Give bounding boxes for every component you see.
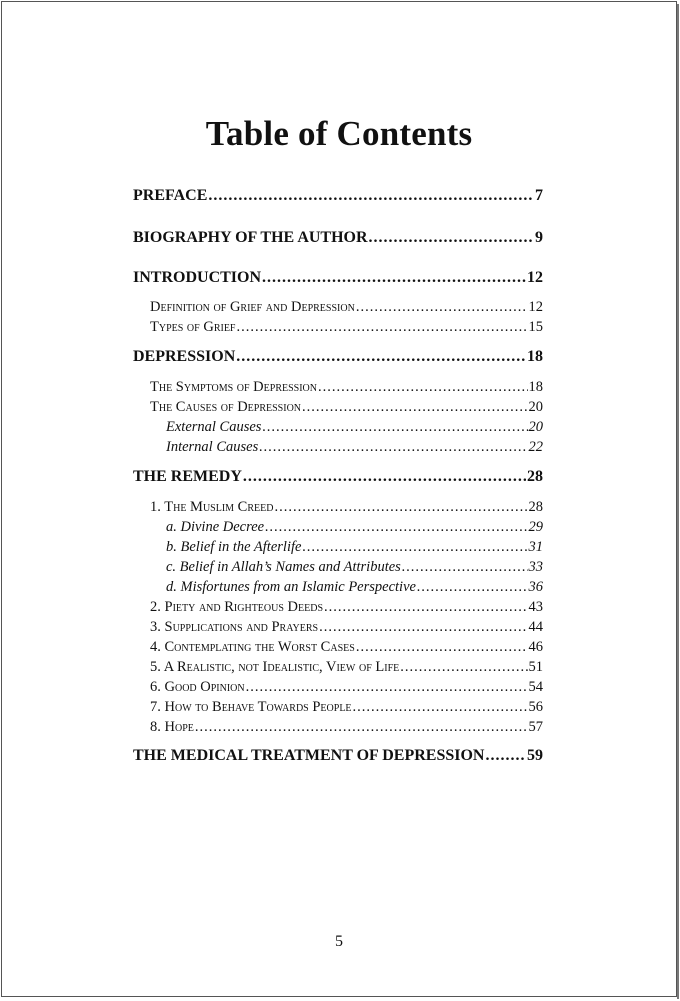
toc-entry-label: Internal Causes — [166, 439, 259, 455]
toc-entry-page: 20 — [528, 399, 543, 415]
toc-entry-afterlife — [166, 539, 543, 556]
toc-entry-label: 5. A Realistic, not Idealistic, View of Life — [150, 659, 400, 675]
toc-entry-names-attributes — [166, 559, 543, 576]
toc-entry-label: 4. Contemplating the Worst Cases — [150, 639, 355, 655]
page-number: 5 — [335, 933, 343, 950]
dot-leader — [302, 539, 527, 556]
toc-entry-label: THE REMEDY — [133, 468, 242, 485]
toc-entry-page: 54 — [528, 679, 543, 695]
dot-leader — [208, 187, 534, 205]
toc-entry-external-causes — [166, 419, 543, 436]
toc-entry-page: 44 — [528, 619, 543, 635]
toc-entry-remedy — [133, 468, 543, 486]
page-title: Table of Contents — [205, 114, 473, 153]
dot-leader — [236, 348, 526, 366]
toc-entry-label: 3. Supplications and Prayers — [150, 619, 319, 635]
toc-entry-label: a. Divine Decree — [166, 519, 265, 535]
toc-entry-page: 31 — [528, 539, 543, 555]
dot-leader — [259, 439, 527, 456]
toc-entry-label: BIOGRAPHY OF THE AUTHOR — [133, 229, 368, 246]
toc-entry-introduction — [133, 269, 543, 287]
toc-entry-worst-cases — [150, 639, 543, 656]
dot-leader — [485, 747, 526, 765]
toc-entry-definition — [150, 299, 543, 316]
toc-entry-internal-causes — [166, 439, 543, 456]
toc-entry-label: The Causes of Depression — [150, 399, 302, 415]
toc-entry-divine-decree — [166, 519, 543, 536]
dot-leader — [274, 499, 527, 516]
toc-entry-label: c. Belief in Allah’s Names and Attributes — [166, 559, 401, 575]
toc-entry-page: 56 — [528, 699, 543, 715]
toc-entry-good-opinion — [150, 679, 543, 696]
toc-entry-label: Types of Grief — [150, 319, 236, 335]
toc-entry-label: INTRODUCTION — [133, 269, 262, 286]
toc-entry-realistic-view — [150, 659, 543, 676]
toc-entry-muslim-creed — [150, 499, 543, 516]
dot-leader — [324, 599, 527, 616]
toc-entry-page: 29 — [528, 519, 543, 535]
dot-leader — [237, 319, 528, 336]
dot-leader — [195, 719, 528, 736]
dot-leader — [318, 379, 527, 396]
dot-leader — [246, 679, 528, 696]
dot-leader — [262, 269, 526, 287]
toc-entry-page: 28 — [528, 499, 543, 515]
dot-leader — [356, 639, 528, 656]
toc-entry-page: 51 — [528, 659, 543, 675]
toc-entry-page: 20 — [528, 419, 543, 435]
dot-leader — [356, 299, 528, 316]
toc-entry-medical-treatment — [133, 747, 543, 765]
toc-entry-page: 36 — [528, 579, 543, 595]
toc-entry-label: PREFACE — [133, 187, 208, 204]
book-page — [1, 1, 677, 997]
toc-entry-misfortunes — [166, 579, 543, 596]
toc-entry-label: 8. Hope — [150, 719, 194, 735]
toc-entry-supplications — [150, 619, 543, 636]
toc-entry-biography — [133, 229, 543, 247]
toc-entry-page: 46 — [528, 639, 543, 655]
toc-entry-page: 57 — [528, 719, 543, 735]
toc-entry-label: 7. How to Behave Towards People — [150, 699, 352, 715]
dot-leader — [417, 579, 528, 596]
toc-entry-page: 28 — [527, 468, 543, 485]
toc-entry-page: 18 — [527, 348, 543, 365]
toc-entry-depression — [133, 348, 543, 366]
toc-entry-label: THE MEDICAL TREATMENT OF DEPRESSION — [133, 747, 485, 764]
dot-leader — [353, 699, 528, 716]
toc-entry-preface — [133, 187, 543, 205]
dot-leader — [319, 619, 527, 636]
toc-entry-page: 9 — [535, 229, 543, 246]
toc-entry-page: 12 — [527, 269, 543, 286]
toc-entry-page: 7 — [535, 187, 543, 204]
toc-entry-label: External Causes — [166, 419, 262, 435]
dot-leader — [262, 419, 527, 436]
toc-entry-page: 22 — [528, 439, 543, 455]
toc-entry-label: 6. Good Opinion — [150, 679, 245, 695]
dot-leader — [369, 229, 534, 247]
dot-leader — [265, 519, 527, 536]
toc-entry-label: Definition of Grief and Depression — [150, 299, 355, 315]
toc-entry-causes — [150, 399, 543, 416]
toc-entry-hope — [150, 719, 543, 736]
toc-entry-page: 59 — [527, 747, 543, 764]
toc-entry-page: 15 — [528, 319, 543, 335]
dot-leader — [400, 659, 527, 676]
toc-entry-behave — [150, 699, 543, 716]
toc-entry-label: 2. Piety and Righteous Deeds — [150, 599, 324, 615]
toc-entry-label: The Symptoms of Depression — [150, 379, 318, 395]
toc-entry-page: 18 — [528, 379, 543, 395]
toc-entry-types-of-grief — [150, 319, 543, 336]
toc-entry-label: b. Belief in the Afterlife — [166, 539, 302, 555]
toc-entry-page: 12 — [528, 299, 543, 315]
toc-entry-symptoms — [150, 379, 543, 396]
toc-entry-label: 1. The Muslim Creed — [150, 499, 274, 515]
toc-entry-piety — [150, 599, 543, 616]
toc-entry-label: d. Misfortunes from an Islamic Perspective — [166, 579, 416, 595]
toc-entry-page: 33 — [528, 559, 543, 575]
dot-leader — [243, 468, 526, 486]
dot-leader — [402, 559, 528, 576]
toc-entry-page: 43 — [528, 599, 543, 615]
dot-leader — [302, 399, 527, 416]
toc-entry-label: DEPRESSION — [133, 348, 236, 365]
